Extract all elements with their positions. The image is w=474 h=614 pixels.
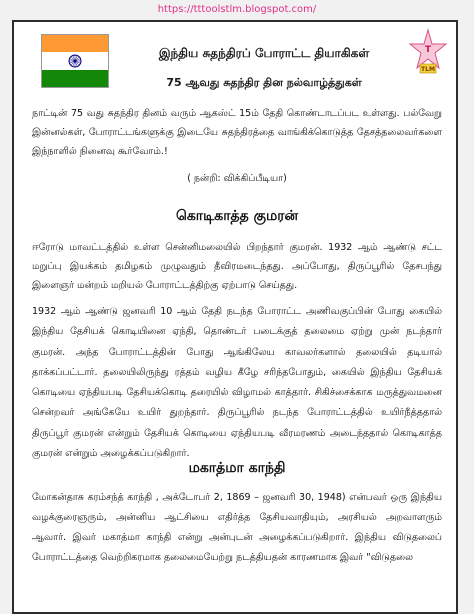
intro-paragraph: நாட்டின் 75 வது சுதந்திர தினம் வரும் ஆகஸ்ட் 15ம் தேதி கொண்டாடப்பட உள்ளது. பல்வேறு இன்னல்கள், போராட்டங்களுக்கு இடையே சுதந்திரத்தை வாங்கிக்கொடுத்த தேசத்தலைவர்களை இந்நாளில் நினைவு கூர்வோம்.! xyxy=(32,108,442,157)
ashoka-chakra-icon xyxy=(68,54,82,68)
document-title: இந்திய சுதந்திரப் போராட்ட தியாகிகள் xyxy=(158,46,370,60)
section-heading-gandhi: மகாத்மா காந்தி xyxy=(188,460,286,476)
gandhi-paragraph-1: மோகன்தாசு கரம்சந்த் காந்தி , அக்டோபர் 2, 1869 – ஜனவரி 30, 1948) என்பவர் ஒரு இந்திய வழக்குரைஞரும், அன்னிய ஆட்சியை எதிர்த்த தேசியவாதியும், அரசியல் அறவாளரும் ஆவார். இவர் மகாத்மா காந்தி என்று அன்புடன் அழைக்கப்படுகிறார். இந்திய விடுதலைப் போராட்டத்தை வெற்றிகரமாக தலைமையேற்று நடத்தியதன் காரணமாக இவர் "விடுதலை xyxy=(32,492,442,563)
logo-letter-bottom: TLM xyxy=(421,66,435,73)
kumaran-paragraph-2: 1932 ஆம் ஆண்டு ஜனவரி 10 ஆம் தேதி நடந்த போராட்ட அணிவகுப்பின் போது கையில் இந்திய தேசியக் கொடியினை ஏந்தி, தொண்டர் படைக்குத் தலைமை ஏற்று முன் நடந்தார் குமரன். அந்த போராட்டத்தின் போது ஆங்கிலேய காவலர்களால் தலையில் தடியால் தாக்கப்பட்டார். தலையிலிருந்து ரத்தம் வழிய கீழே சரிந்தபோதும், கையில் இந்திய தேசியக் கொடியை ஏந்தியபடி தேசியக்கொடி தரையில் விழாமல் காத்தார். சிகிச்சைக்காக மருத்துவமனை சென்றவர் அங்கேயே உயிர் துறந்தார். திருப்பூரில் நடந்த போராட்டத்தில் உயிர்நீத்ததால் திருப்பூர் குமரன் என்றும் தேசியக் கொடியை ஏந்தியபடி வீரமரணம் அடைந்ததால் கொடிகாத்த குமரன் என்றும் அழைக்கப்படுகிறார். xyxy=(32,306,442,460)
section-heading-kumaran: கொடிகாத்த குமரன் xyxy=(175,208,299,224)
kumaran-paragraph-1: ஈரோடு மாவட்டத்தில் உள்ள சென்னிமலையில் பிறந்தார் குமரன். 1932 ஆம் ஆண்டு சட்ட மறுப்பு இயக்கம் தமிழகம் முழுவதும் தீவிரமடைந்தது. அப்போது, திருப்பூரில் தேசபந்து இளைஞர் மன்றம் மறியல் போராட்டத்திற்கு ஏற்பாடு செய்தது. xyxy=(32,242,442,291)
document-page xyxy=(12,20,458,614)
document-subtitle: 75 ஆவது சுதந்திர தின நல்வாழ்த்துகள் xyxy=(166,76,362,89)
india-flag-icon xyxy=(41,34,109,88)
credit-note: ( நன்றி: விக்கிப்பீடியா) xyxy=(187,173,287,184)
blog-url[interactable]: https://tttoolstlm.blogspot.com/ xyxy=(157,4,317,15)
logo-letter-top: T xyxy=(424,45,432,55)
